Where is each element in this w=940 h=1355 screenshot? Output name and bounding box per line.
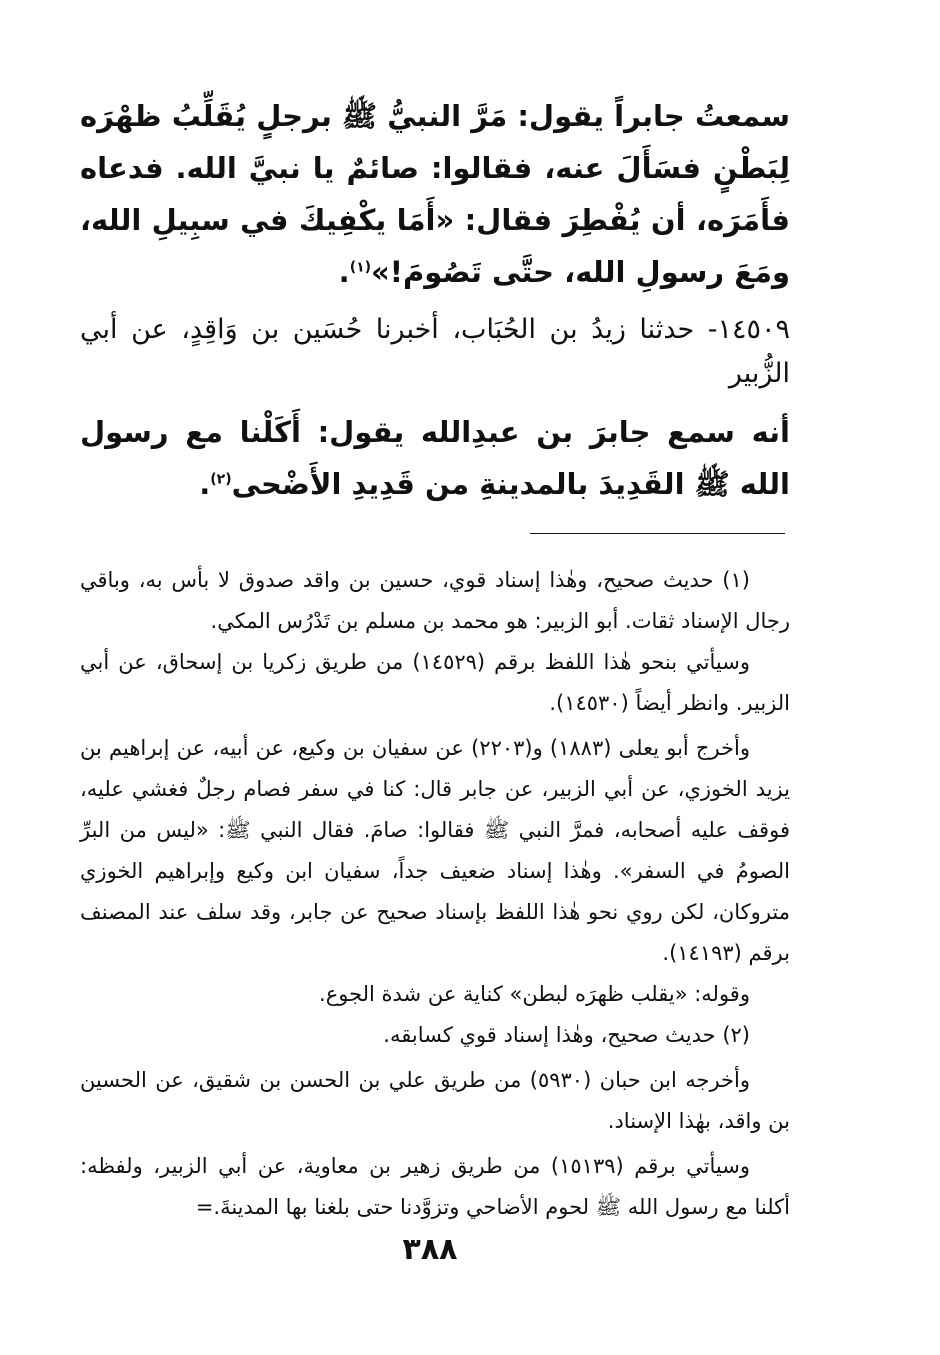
main-text — [80, 90, 790, 510]
page-number: ٣٨٨ — [402, 1232, 458, 1267]
footnote-paragraph: وأخرجه ابن حبان (٥٩٣٠) من طريق علي بن الحسن بن شقيق، عن الحسين بن واقد، بهٰذا الإسناد. — [80, 1068, 790, 1133]
footnote-2: (٢) حديث صحيح، وهٰذا إسناد قوي كسابقه. — [383, 1023, 750, 1047]
footnote-paragraph: وأخرج أبو يعلى (١٨٨٣) و(٢٢٠٣) عن سفيان بن وكيع، عن أبيه، عن إبراهيم بن يزيد الخوزي، عن أبي الزبير، عن جابر قال: كنا في سفر فصام رجلٌ فغشي عليه، فوقف عليه أصحابه، فمرَّ النبي ﷺ فقالوا: صامَ. فقال النبي ﷺ: «ليس من البرِّ الصومُ في السفر». وهٰذا إسناد ضعيف جداً، سفيان ابن وكيع وإبراهيم الخوزي متروكان، لكن روي نحو هٰذا اللفظ بإسناد صحيح عن جابر، وقد سلف عند المصنف برقم (١٤١٩٣). — [80, 736, 790, 965]
period: . — [199, 467, 211, 501]
footnote-paragraph: وسيأتي بنحو هٰذا اللفظ برقم (١٤٥٢٩) من طريق زكريا بن إسحاق، عن أبي الزبير. وانظر أيضاً (١٤٥٣٠). — [80, 650, 790, 715]
hadith-text-1-body: سمعتُ جابراً يقول: مَرَّ النبيُّ ﷺ برجلٍ يُقَلِّبُ ظهْرَه لِبَطْنٍ فسَأَلَ عنه، فقالوا: صائمٌ يا نبيَّ الله. فدعاه فأَمَرَه، أن يُفْطِرَ فقال: «أَمَا يكْفِيكَ في سبِيلِ الله، ومَعَ رسولِ الله، حتَّى تَصُومَ!» — [80, 99, 790, 289]
isnad-14509: ١٤٥٠٩- حدثنا زيدُ بن الحُبَاب، أخبرنا حُسَين بن وَاقِدٍ، عن أبي الزُّبير — [80, 314, 790, 389]
footnote-marker-1: (١) — [349, 259, 372, 276]
footnote-marker-2: (٢) — [210, 471, 232, 488]
footnote-1: (١) حديث صحيح، وهٰذا إسناد قوي، حسين بن واقد صدوق لا بأس به، وباقي رجال الإسناد ثقات. أبو الزبير: هو محمد بن مسلم بن تَدْرُس المكي. — [80, 568, 790, 633]
hadith-text-2-body: أنه سمع جابرَ بن عبدِالله يقول: أَكَلْنا مع رسول الله ﷺ القَدِيدَ بالمدينةِ من قَدِيدِ الأَضْحى — [80, 415, 790, 501]
footnote-paragraph: وقوله: «يقلب ظهرَه لبطن» كناية عن شدة الجوع. — [319, 982, 750, 1006]
footnotes — [80, 560, 790, 1228]
hadith-text-2 — [80, 406, 790, 510]
hadith-text-1 — [80, 90, 790, 298]
period: . — [338, 255, 350, 289]
footnote-paragraph: وسيأتي برقم (١٥١٣٩) من طريق زهير بن معاوية، عن أبي الزبير، ولفظه: أكلنا مع رسول الله ﷺ لحوم الأضاحي وتزوَّدنا حتى بلغنا بها المدينةَ.= — [80, 1154, 790, 1219]
footnote-separator — [530, 533, 785, 534]
